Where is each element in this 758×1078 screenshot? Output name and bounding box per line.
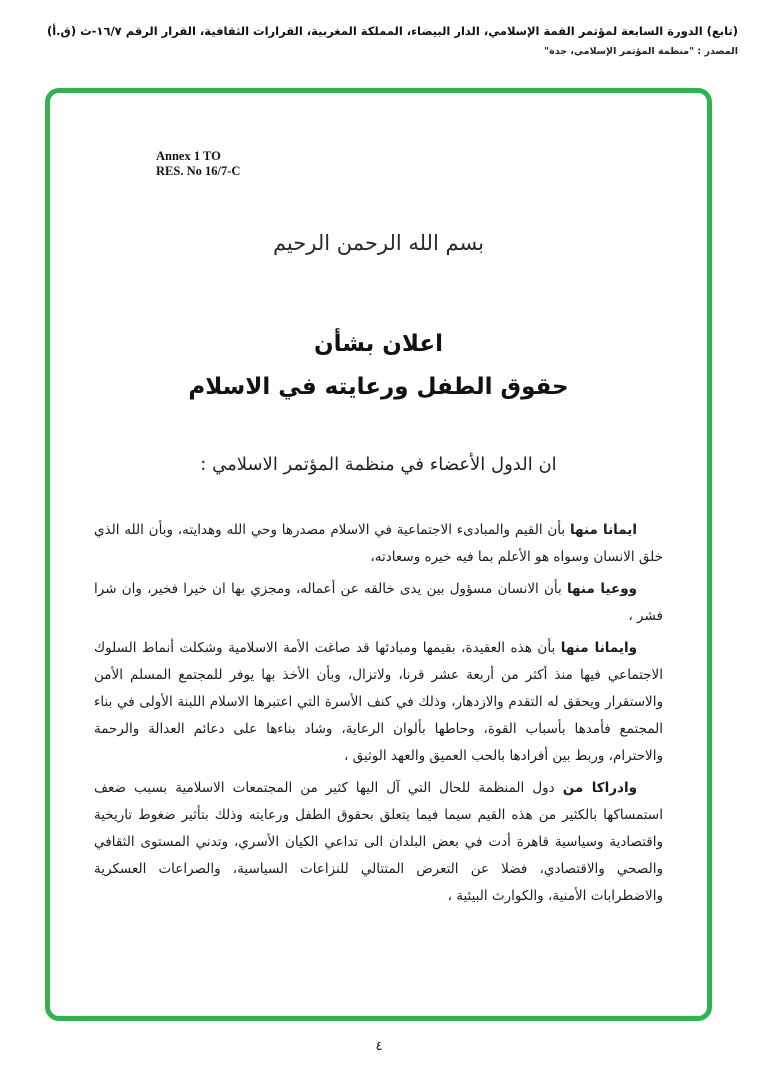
paragraph-1-text: بأن القيم والمبادىء الاجتماعية في الاسلام مصدرها وحي الله وهدايته، وبأن الله الذي خلق الانسان وسواه هو الأعلم بما فيه خيره وسعادته، (94, 522, 663, 565)
paragraph-3 (94, 635, 663, 770)
opening-statement: ان الدول الأعضاء في منظمة المؤتمر الاسلامي : (200, 454, 557, 475)
paragraph-4 (94, 775, 663, 910)
paragraph-2 (94, 576, 663, 630)
paragraph-2-lead: ووعيا منها (566, 581, 637, 597)
page-border-frame (45, 88, 712, 1021)
bismillah-calligraphy: بسم الله الرحمن الرحيم (272, 231, 485, 255)
paragraph-2-text: بأن الانسان مسؤول بين يدى خالقه عن أعماله، ومجزي بها ان خيرا فخير، وان شرا فشر ، (94, 581, 663, 624)
paragraph-4-lead: وادراكا من (562, 780, 637, 796)
annex-line2: RES. No 16/7-C (156, 164, 241, 178)
paragraph-3-lead: وايمانا منها (560, 640, 637, 656)
annex-line1: Annex 1 TO (156, 149, 221, 163)
declaration-body (94, 517, 663, 910)
paragraph-1-lead: ايمانا منها (569, 522, 637, 538)
paragraph-3-text: بأن هذه العقيدة، بقيمها ومبادئها قد صاغت الأمة الاسلامية وشكلت أنماط السلوك الاجتماعي فيها منذ أكثر من أربعة عشر قرنا، ولاتزال، وبأن الأخذ بها يوفر للمجتمع المسلم الأمن والاستقرار ويحقق له التقدم والازدهار، وذلك في كنف الأسرة التي اعتبرها الاسلام اللبنة الأولى في بناء المجتمع فأمدها بأسباب القوة، وحاطها بألوان الرعاية، وشاد بناءها على دعائم العدالة والرحمة والاحترام، وربط بين أفرادها بالحب العميق والعهد الوثيق ، (94, 640, 663, 764)
header-source-note: المصدر : "منظمة المؤتمر الإسلامي، جدة" (544, 46, 738, 57)
page-number: ٤ (375, 1039, 383, 1054)
title-line2: حقوق الطفل ورعايته في الاسلام (188, 374, 569, 400)
title-line1: اعلان بشأن (313, 331, 443, 357)
paragraph-1 (94, 517, 663, 571)
document-header (0, 0, 758, 57)
paragraph-4-text: دول المنظمة للحال التي آل اليها كثير من المجتمعات الاسلامية بسبب ضعف استمساكها بالكثير من هذه القيم سيما فيما يتعلق بحقوق الطفل ورعايته وذلك بتأثير ضغوط تاريخية واقتصادية وسياسية قاهرة أدت في بعض البلدان الى تداعي الكيان الأسري، وتدني المستوى الثقافي والصحي والاقتصادي، فضلا عن التعرض المتتالي للنزاعات السياسية، والصراعات العسكرية والاضطرابات الأمنية، والكوارث البيئية ، (94, 780, 663, 904)
annex-reference (156, 149, 707, 179)
declaration-title (50, 331, 707, 400)
header-session-title: (تابع) الدورة السابعة لمؤتمر القمة الإسلامي، الدار البيضاء، المملكة المغربية، القرارات الثقافية، القرار الرقم ١٦/٧-ث (ق.أ) (46, 24, 738, 38)
